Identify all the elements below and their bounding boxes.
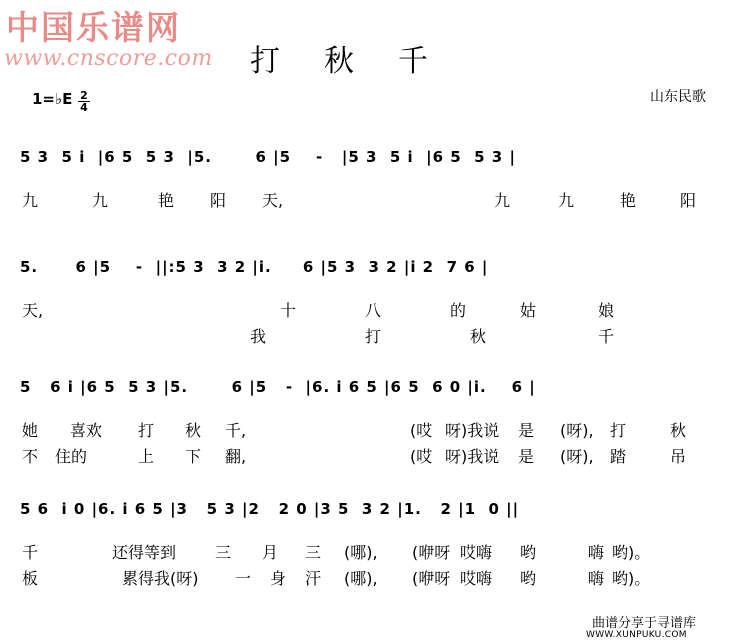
notation-row: 5 6 i 0 |6. i 6 5 |3 5 3 |2 2 0 |3 5 3 2 |1. 2 |1 0 || — [20, 500, 520, 518]
footer-url: WWW.XUNPUKU.COM — [586, 630, 687, 640]
lyric-word: 天, — [22, 301, 44, 320]
lyric-word: 的 — [450, 301, 467, 320]
lyric-word-verse2: (呀), — [560, 447, 594, 466]
watermark-chinese: 中国乐谱网 — [6, 8, 181, 47]
lyric-word-verse2: 翻, — [225, 447, 247, 466]
lyric-word-verse2: 身 — [270, 569, 287, 588]
footer-text: 曲谱分享于寻谱库 — [592, 616, 697, 631]
lyric-word: 九 — [558, 191, 575, 210]
lyric-word: (咿呀 — [412, 543, 451, 562]
lyric-word: (呀), — [560, 421, 594, 440]
lyric-word: 十 — [280, 301, 297, 320]
lyric-word-verse2: 吊 — [670, 447, 687, 466]
time-signature — [78, 90, 90, 113]
lyric-word-verse2: 住的 — [55, 447, 88, 466]
lyric-word-verse2: (哎 — [410, 447, 433, 466]
lyric-word: 三 — [215, 543, 232, 562]
meter-bottom: 4 — [80, 101, 88, 114]
lyric-word: 她 — [22, 421, 39, 440]
lyric-word-verse2: 下 — [185, 447, 202, 466]
lyric-word-verse2: 哟 — [520, 569, 537, 588]
key-signature: 1=♭E — [32, 90, 73, 108]
lyric-word: 打 — [610, 421, 627, 440]
lyric-word-verse2: 踏 — [610, 447, 627, 466]
lyric-word: 还得等到 — [112, 543, 177, 562]
lyric-word-verse2: 我 — [250, 327, 267, 346]
lyric-word-verse2: 累得我(呀) — [122, 569, 199, 588]
lyric-word: 哟)。 — [612, 543, 651, 562]
lyric-word-verse2: 嗨 — [588, 569, 605, 588]
lyric-word: 天, — [262, 191, 284, 210]
notation-row: 5 3 5 i |6 5 5 3 |5. 6 |5 - |5 3 5 i |6 5 5 3 | — [20, 148, 516, 166]
lyric-word-verse2: 哟)。 — [612, 569, 651, 588]
song-title: 打秋千 — [250, 44, 472, 79]
lyric-word: 娘 — [598, 301, 615, 320]
lyric-word: 喜欢 — [70, 421, 103, 440]
lyric-word: 千, — [225, 421, 247, 440]
song-origin: 山东民歌 — [650, 89, 706, 105]
lyric-word: 打 — [138, 421, 155, 440]
lyric-word-verse2: 上 — [138, 447, 155, 466]
lyric-word: 九 — [494, 191, 511, 210]
lyric-word-verse2: (哪), — [344, 569, 378, 588]
lyric-word: 千 — [22, 543, 39, 562]
lyric-word: 九 — [92, 191, 109, 210]
lyric-word: 九 — [22, 191, 39, 210]
lyric-word: 三 — [305, 543, 322, 562]
lyric-word-verse2: 汗 — [305, 569, 322, 588]
lyric-word-verse2: 千 — [598, 327, 615, 346]
lyric-word-verse2: 不 — [22, 447, 39, 466]
notation-row: 5. 6 |5 - ||:5 3 3 2 |i. 6 |5 3 3 2 |i 2 7 6 | — [20, 258, 489, 276]
notation-row: 5 6 i |6 5 5 3 |5. 6 |5 - |6. i 6 5 |6 5 6 0 |i. 6 | — [20, 378, 536, 396]
lyric-word-verse2: 板 — [22, 569, 39, 588]
lyric-word: 艳 — [158, 191, 175, 210]
lyric-word: 艳 — [620, 191, 637, 210]
lyric-word-verse2: 打 — [365, 327, 382, 346]
lyric-word: 姑 — [520, 301, 537, 320]
lyric-word: 呀)我说 — [445, 421, 500, 440]
lyric-word: 哟 — [520, 543, 537, 562]
lyric-word-verse2: 哎嗨 — [460, 569, 493, 588]
lyric-word: 嗨 — [588, 543, 605, 562]
lyric-word: 八 — [365, 301, 382, 320]
lyric-word: 哎嗨 — [460, 543, 493, 562]
lyric-word: 是 — [518, 421, 535, 440]
lyric-word: 阳 — [210, 191, 227, 210]
lyric-word: 阳 — [680, 191, 697, 210]
watermark-url: www.cnscore.com — [4, 46, 213, 71]
lyric-word-verse2: 一 — [235, 569, 252, 588]
lyric-word-verse2: 秋 — [470, 327, 487, 346]
lyric-word: 月 — [262, 543, 279, 562]
lyric-word-verse2: 呀)我说 — [445, 447, 500, 466]
meter-top: 2 — [80, 89, 88, 102]
lyric-word: (哎 — [410, 421, 433, 440]
lyric-word: 秋 — [185, 421, 202, 440]
lyric-word-verse2: 是 — [518, 447, 535, 466]
lyric-word: 秋 — [670, 421, 687, 440]
lyric-word: (哪), — [344, 543, 378, 562]
lyric-word-verse2: (咿呀 — [412, 569, 451, 588]
